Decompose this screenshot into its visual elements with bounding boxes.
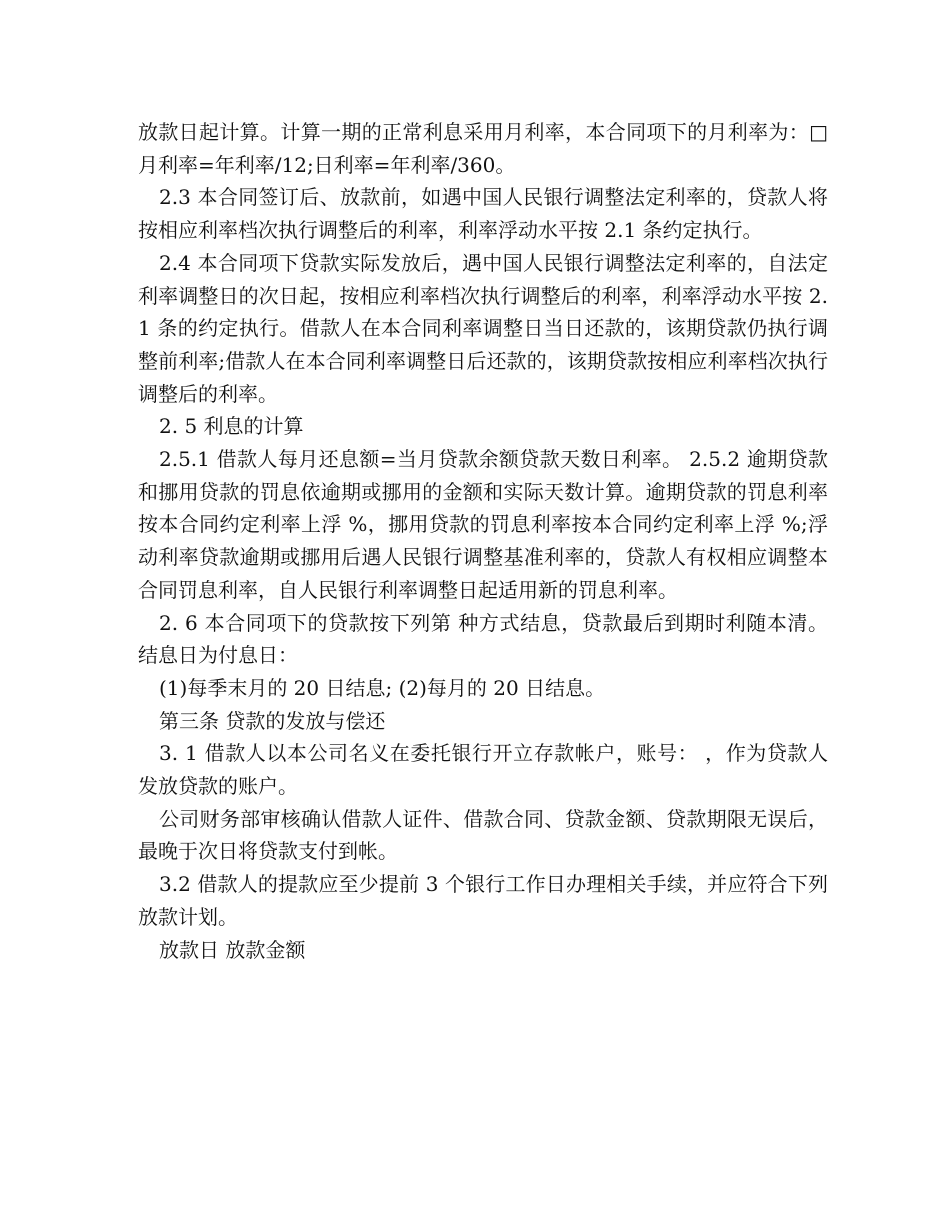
paragraph-finance-review: 公司财务部审核确认借款人证件、借款合同、贷款金额、贷款期限无误后，最晚于次日将贷款支付到帐。 xyxy=(138,806,828,864)
paragraph-interest-calculation-start: 放款日起计算。计算一期的正常利息采用月利率，本合同项下的月利率为：□月利率=年利率/12;日利率=年利率/360。 xyxy=(138,120,828,177)
heading-clause-2-5: 2. 5 利息的计算 xyxy=(159,414,304,439)
paragraph-clause-2-5-1: 2.5.1 借款人每月还息额=当月贷款余额贷款天数日利率。 2.5.2 逾期贷款和挪用贷款的罚息依逾期或挪用的金额和实际天数计算。逾期贷款的罚息利率按本合同约定利率上浮 %，挪用贷款的罚息利率按本合同约定利率上浮 %;浮动利率贷款逾期或挪用后遇人民银行调整基准利率的，贷款人有权相应调整本合同罚息利率，自人民银行利率调整日起适用新的罚息利率。 xyxy=(138,447,828,602)
paragraph-clause-2-6: 2. 6 本合同项下的贷款按下列第 种方式结息，贷款最后到期时利随本清。结息日为付息日： xyxy=(138,610,828,668)
paragraph-clause-2-3: 2.3 本合同签订后、放款前，如遇中国人民银行调整法定利率的，贷款人将按相应利率档次执行调整后的利率，利率浮动水平按 2.1 条约定执行。 xyxy=(138,185,828,243)
document-body xyxy=(138,116,828,966)
heading-article-3: 第三条 贷款的发放与偿还 xyxy=(159,708,386,733)
paragraph-clause-2-4: 2.4 本合同项下贷款实际发放后，遇中国人民银行调整法定利率的，自法定利率调整日的次日起，按相应利率档次执行调整后的利率，利率浮动水平按 2.1 条的约定执行。借款人在本合同利率调整日当日还款的，该期贷款仍执行调整前利率;借款人在本合同利率调整日后还款的，该期贷款按相应利率档次执行调整后的利率。 xyxy=(138,250,828,406)
paragraph-settlement-options: (1)每季末月的 20 日结息; (2)每月的 20 日结息。 xyxy=(159,675,606,700)
paragraph-clause-3-2: 3.2 借款人的提款应至少提前 3 个银行工作日办理相关手续，并应符合下列放款计划。 xyxy=(138,872,828,929)
paragraph-clause-3-1: 3. 1 借款人以本公司名义在委托银行开立存款帐户，账号： ，作为贷款人发放贷款的账户。 xyxy=(138,741,828,799)
table-header-disbursement: 放款日 放款金额 xyxy=(159,937,306,962)
